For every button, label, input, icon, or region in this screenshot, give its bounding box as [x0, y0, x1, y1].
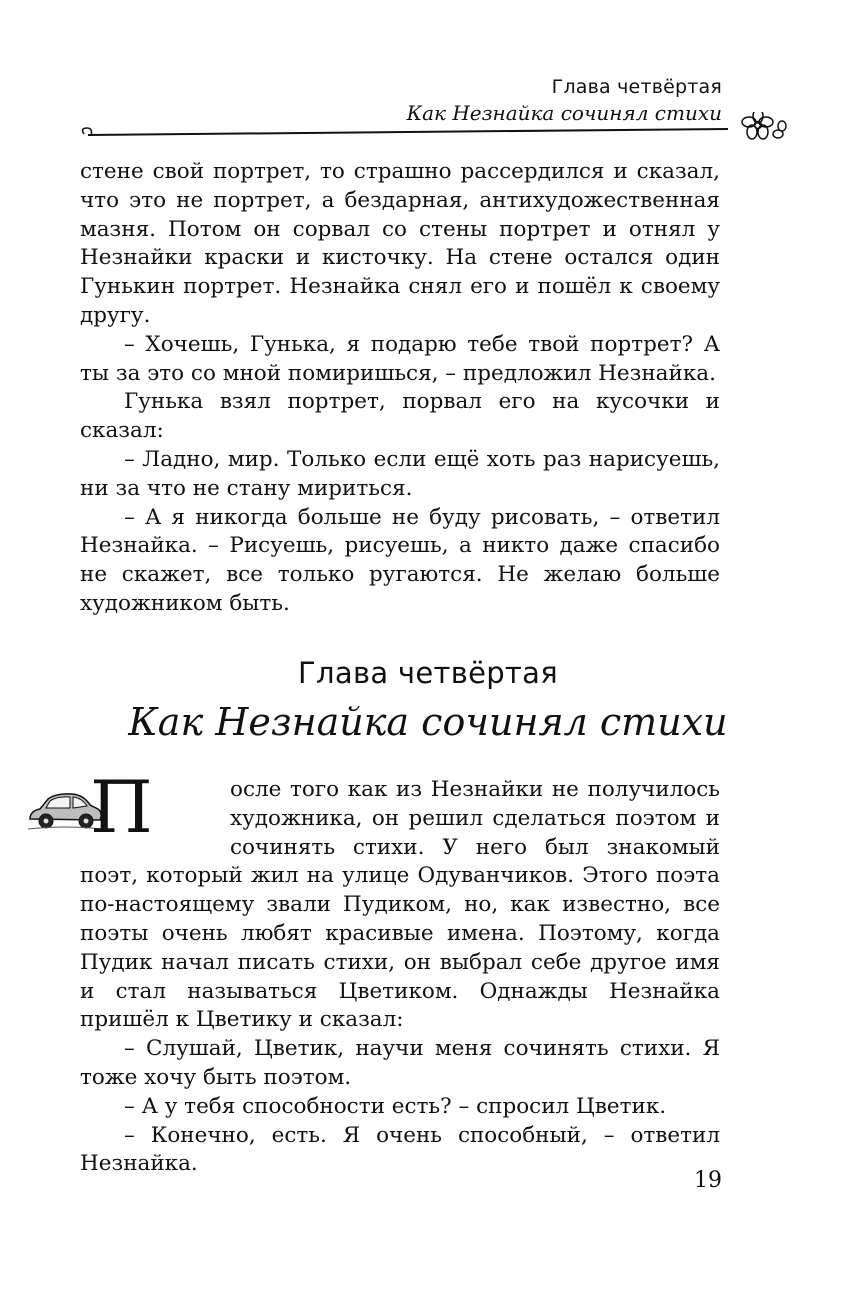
chapter-text [80, 765, 720, 1179]
header-rule [78, 112, 790, 152]
paragraph: – Конечно, есть. Я очень способный, – ответил Незнайка. [80, 1122, 720, 1177]
paragraph: стене свой портрет, то страшно рассердился и сказал, что это не портрет, а бездарная, антихудожественная мазня. Потом он сорвал со стены портрет и отнял у Незнайки краски и кисточку. На стене остался один Гунькин портрет. Незнайка снял его и пошёл к своему другу. [80, 159, 720, 328]
first-paragraph-text: осле того как из Незнайки не получилось художника, он решил сделаться поэтом и сочинять стихи. У него был знакомый поэт, который жил на улице Одуванчиков. Этого поэта по-настоящему звали Пудиком, но, как известно, все поэты очень любят красивые имена. Поэтому, когда Пудик начал писать стихи, он выбрал себе другое имя и стал называться Цветиком. Однажды Незнайка пришёл к Цветику и сказал: [80, 777, 720, 1033]
drop-cap-block [80, 765, 228, 849]
paragraph: – Ладно, мир. Только если ещё хоть раз нарисуешь, ни за что не стану мириться. [80, 446, 720, 501]
running-header-chapter: Глава четвёртая [551, 76, 722, 98]
paragraph: Гунька взял портрет, порвал его на кусочки и сказал: [80, 389, 720, 444]
paragraph: – А я никогда больше не буду рисовать, – ответил Незнайка. – Рисуешь, рисуешь, а никто даже спасибо не скажет, все только ругаются. Не желаю больше художником быть. [80, 504, 720, 616]
first-paragraph [80, 765, 720, 1035]
paragraph: – Хочешь, Гунька, я подарю тебе твой портрет? А ты за это со мной помиришься, – предложил Незнайка. [80, 331, 720, 386]
paragraph: – А у тебя способности есть? – спросил Цветик. [124, 1093, 667, 1119]
continuation-text [80, 158, 720, 619]
running-header-title: Как Незнайка сочинял стихи [406, 101, 722, 125]
page-number: 19 [694, 1168, 722, 1193]
drop-cap-letter: П [90, 765, 153, 849]
flower-icon [742, 112, 786, 139]
chapter-title: Как Незнайка сочинял стихи [128, 700, 728, 744]
chapter-number: Глава четвёртая [298, 656, 558, 690]
paragraph: – Слушай, Цветик, научи меня сочинять стихи. Я тоже хочу быть поэтом. [80, 1036, 720, 1090]
